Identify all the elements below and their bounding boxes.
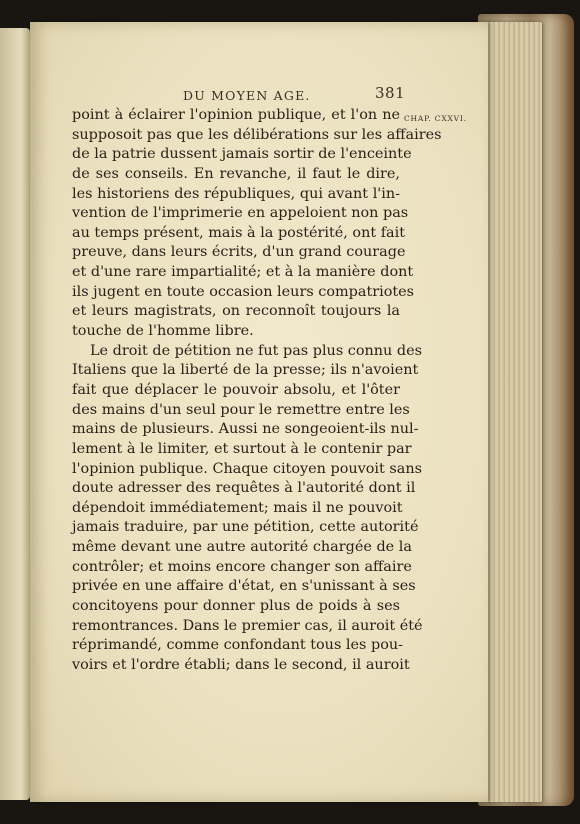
text-line: privée en une affaire d'état, en s'unissant à ses [72,578,416,595]
text-line: et leurs magistrats, on reconnoît toujours la [72,303,400,320]
text-line: de ses conseils. En revanche, il faut le dire, [72,165,400,182]
text-line: de la patrie dussent jamais sortir de l'enceinte [72,146,412,163]
text-line: doute adresser des requêtes à l'autorité dont il [72,480,416,497]
text-line: vention de l'imprimerie en appeloient non pas [72,205,409,222]
text-line: des mains d'un seul pour le remettre entre les [72,401,410,418]
text-line: mains de plusieurs. Aussi ne songeoient-ils nul- [72,421,419,438]
text-line: lement à le limiter, et surtout à le contenir par [72,440,412,457]
page-number: 381 [375,84,406,102]
running-title: DU MOYEN AGE. [183,88,311,103]
text-line: concitoyens pour donner plus de poids à ses [72,598,400,615]
text-line: remontrances. Dans le premier cas, il auroit été [72,617,423,634]
text-line: preuve, dans leurs écrits, d'un grand courage [72,244,406,261]
paragraph [72,342,423,676]
text-line: supposoit pas que les délibérations sur les affaires [72,126,442,143]
text-line: ils jugent en toute occasion leurs compatriotes [72,283,415,300]
text-line: jamais traduire, par une pétition, cette autorité [72,519,419,536]
text-line: même devant une autre autorité chargée de la [72,539,412,556]
text-line: point à éclairer l'opinion publique, et l'on ne [72,107,400,123]
page-edges [486,22,542,802]
text-line: et d'une rare impartialité; et à la manière dont [72,264,414,281]
text-line: voirs et l'ordre établi; dans le second, il auroit [72,656,410,673]
text-line: fait que déplacer le pouvoir absolu, et l'ôter [72,381,400,398]
text-line: touche de l'homme libre. [72,323,254,340]
text-line: au temps présent, mais à la postérité, ont fait [72,224,406,241]
text-line: réprimandé, comme confondant tous les pou- [72,637,403,654]
text-line: contrôler; et moins encore changer son affaire [72,558,412,575]
text-line: Le droit de pétition ne fut pas plus connu des [90,342,422,359]
text-line: Italiens que la liberté de la presse; ils n'avoient [72,362,419,379]
left-page-edge [0,28,30,800]
marginal-note: CHAP. CXXVI. [404,114,467,123]
page-header [183,84,406,107]
text-line: l'opinion publique. Chaque citoyen pouvoit sans [72,460,422,477]
text-line: dépendoit immédiatement; mais il ne pouvoit [72,499,403,516]
text-line: les historiens des républiques, qui avant l'in- [72,185,400,202]
